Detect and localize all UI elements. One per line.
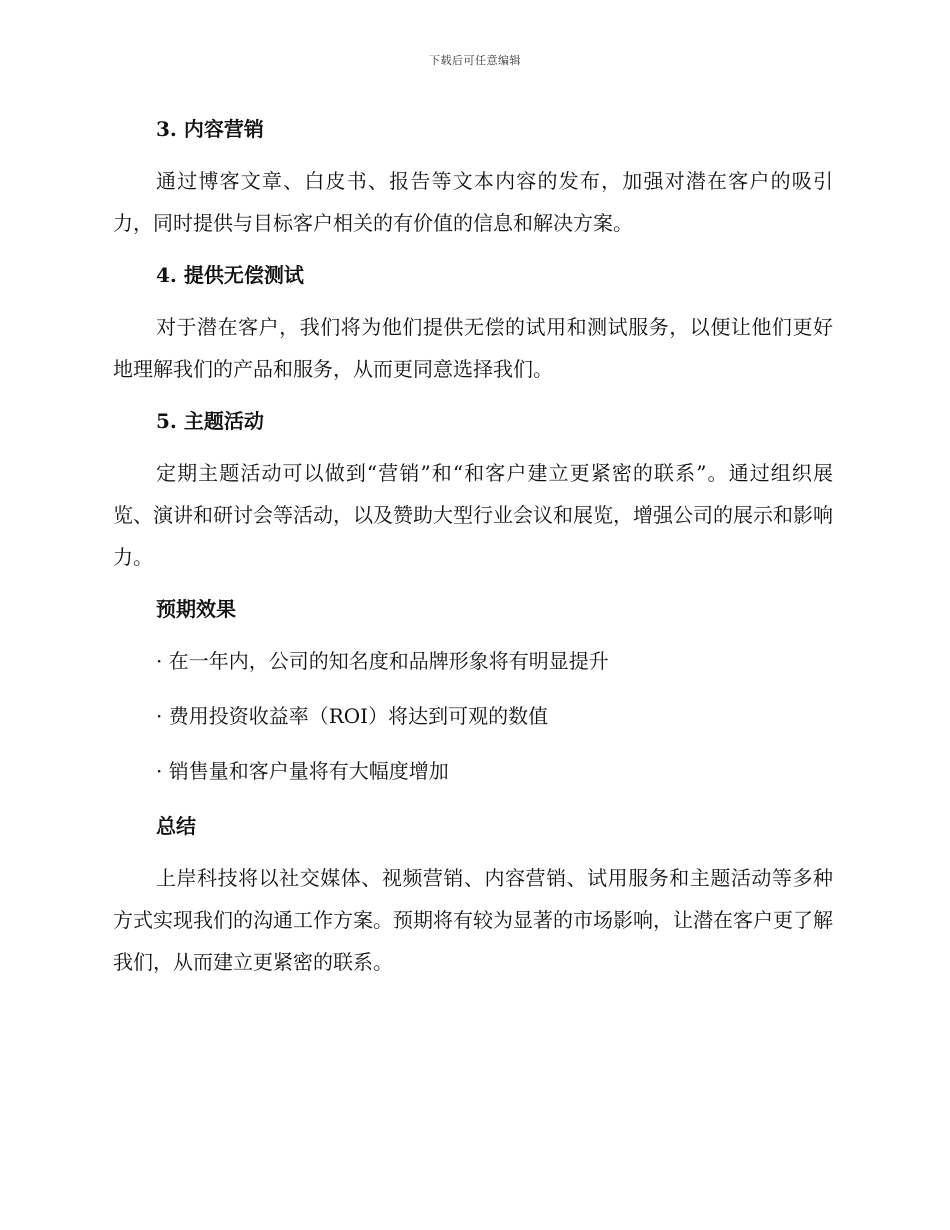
summary-paragraph: 上岸科技将以社交媒体、视频营销、内容营销、试用服务和主题活动等多种方式实现我们的沟通工作方案。预期将有较为显著的市场影响，让潜在客户更了解我们，从而建立更紧密的联系。 — [113, 866, 833, 974]
section-paragraph-free-testing: 对于潜在客户，我们将为他们提供无偿的试用和测试服务，以便让他们更好地理解我们的产品和服务，从而更同意选择我们。 — [113, 315, 833, 381]
summary-heading: 总结 — [156, 814, 196, 838]
expected-results-heading: 预期效果 — [156, 597, 236, 621]
page-header: 下载后可任意编辑 — [429, 54, 521, 67]
section-heading-content-marketing: 3. 内容营销 — [156, 117, 264, 141]
expected-bullet-item: · 费用投资收益率（ROI）将达到可观的数值 — [156, 704, 549, 728]
expected-bullet-item: · 销售量和客户量将有大幅度增加 — [156, 759, 449, 783]
section-paragraph-theme-events: 定期主题活动可以做到“营销”和“和客户建立更紧密的联系”。通过组织展览、演讲和研讨会等活动，以及赞助大型行业会议和展览，增强公司的展示和影响力。 — [113, 461, 833, 569]
section-heading-theme-events: 5. 主题活动 — [156, 409, 264, 433]
section-paragraph-content-marketing: 通过博客文章、白皮书、报告等文本内容的发布，加强对潜在客户的吸引力，同时提供与目标客户相关的有价值的信息和解决方案。 — [113, 169, 833, 235]
section-heading-free-testing: 4. 提供无偿测试 — [156, 263, 304, 287]
expected-bullet-item: · 在一年内，公司的知名度和品牌形象将有明显提升 — [156, 649, 609, 673]
document-body — [113, 108, 833, 993]
